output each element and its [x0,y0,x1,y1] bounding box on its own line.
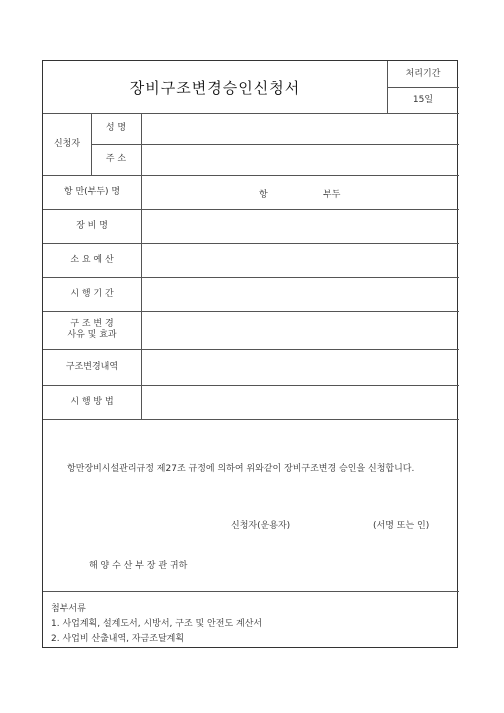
method-label: 시 행 방 법 [70,396,114,407]
divider [43,591,459,592]
equipment-name-field[interactable] [141,209,459,243]
change-details-label: 구조변경내역 [65,361,119,372]
processing-period-value: 15일 [412,94,434,105]
budget-label: 소 요 예 산 [70,254,114,265]
port-name-field[interactable] [141,175,459,209]
form-title: 장비구조변경승인신청서 [129,78,301,97]
address-field[interactable] [141,144,459,175]
change-reason-field[interactable] [141,311,459,349]
change-details-field[interactable] [141,349,459,385]
divider [43,419,459,420]
processing-period-label: 처리기간 [405,68,441,79]
applicant-label: 신청자 [53,138,81,149]
period-label: 시 행 기 간 [70,288,114,299]
name-label: 성 명 [105,123,127,133]
address-label: 주 소 [105,154,127,164]
application-statement: 항만장비시설관리규정 제27조 규정에 의하여 위와같이 장비구조변경 승인을 신청합니다. [67,464,415,474]
equipment-name-label: 장 비 명 [76,220,108,231]
method-field[interactable] [141,385,459,419]
budget-field[interactable] [141,243,459,277]
change-reason-label [43,311,141,349]
attachment-item: 2. 사업비 산출내역, 자금조달계획 [51,634,185,644]
wharf-unit-label: 부두 [323,190,341,200]
recipient-line: 해 양 수 산 부 장 관 귀하 [89,561,188,571]
port-unit-label: 항 [259,190,268,200]
application-form [42,60,458,648]
period-field[interactable] [141,277,459,311]
signature-label: (서명 또는 인) [373,521,430,531]
change-reason-label-line1: 구 조 변 경 [70,319,114,329]
attachments-title: 첨부서류 [51,604,86,614]
applicant-operator-label: 신청자(운용자) [231,521,291,531]
change-reason-label-line2: 사유 및 효과 [67,330,117,340]
attachment-item: 1. 사업계획, 설계도서, 시방서, 구조 및 안전도 계산서 [51,619,263,629]
name-field[interactable] [141,113,459,144]
port-name-label: 항 만(부두) 명 [63,186,121,197]
